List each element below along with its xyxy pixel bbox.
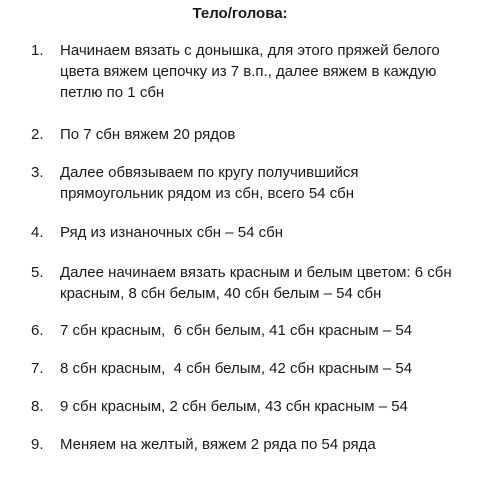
step-number: 9. [31,436,44,453]
step-line: красным, 8 сбн белым, 40 сбн белым – 54 сбн [60,285,382,302]
step-number: 7. [31,360,44,377]
step-text [60,222,475,243]
step-text [60,262,475,304]
step-text [60,162,475,204]
step-text [60,358,475,379]
step-line: цвета вяжем цепочку из 7 в.п., далее вяжем в каждую [60,63,437,80]
step-number: 1. [31,42,44,59]
step-line: Ряд из изнаночных сбн – 54 сбн [60,224,283,241]
step-line: Далее начинаем вязать красным и белым цветом: 6 сбн [60,264,452,281]
step-number: 8. [31,398,44,415]
step-text [60,320,475,341]
step-line: прямоугольник рядом из сбн, всего 54 сбн [60,185,355,202]
step-line: 8 сбн красным, 4 сбн белым, 42 сбн красным – 54 [60,360,413,377]
step-line: По 7 сбн вяжем 20 рядов [60,126,236,143]
step-number: 2. [31,126,44,143]
page-title: Тело/голова: [192,5,288,22]
step-text [60,434,475,455]
step-line: Меняем на желтый, вяжем 2 ряда по 54 ряда [60,436,376,453]
step-line: 7 сбн красным, 6 сбн белым, 41 сбн красным – 54 [60,322,413,339]
step-line: 9 сбн красным, 2 сбн белым, 43 сбн красным – 54 [60,398,408,415]
step-text [60,124,475,145]
step-line: Далее обвязываем по кругу получившийся [60,164,359,181]
step-number: 3. [31,164,44,181]
step-number: 5. [31,264,44,281]
step-number: 6. [31,322,44,339]
step-text [60,396,475,417]
step-line: петлю по 1 сбн [60,84,165,101]
step-line: Начинаем вязать с донышка, для этого пряжей белого [60,42,440,59]
step-text [60,40,475,103]
step-number: 4. [31,224,44,241]
